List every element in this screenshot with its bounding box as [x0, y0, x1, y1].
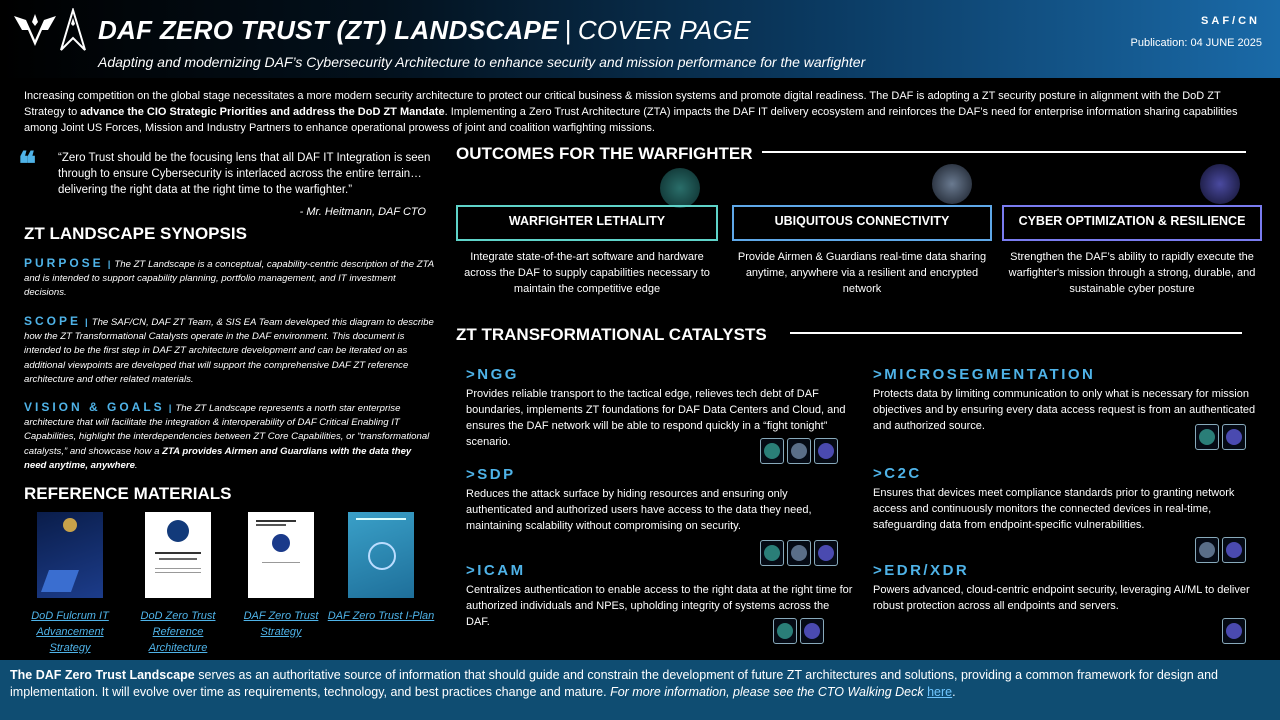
catalysts-heading: ZT TRANSFORMATIONAL CATALYSTS — [456, 325, 767, 344]
reference-item[interactable]: DoD Fulcrum IT Advancement Strategy — [15, 512, 125, 656]
outcome-top-border — [1002, 205, 1262, 207]
jet-badge-icon — [760, 438, 784, 464]
jet-badge-icon — [773, 618, 797, 644]
reference-item[interactable]: DAF Zero Trust Strategy — [226, 512, 336, 640]
document-thumbnail — [37, 512, 103, 598]
references-heading: REFERENCE MATERIALS — [24, 484, 232, 503]
catalyst-desc-sdp: Reduces the attack surface by hiding resources and ensuring only authenticated and authorized users have access to the data they need, maintaining scalability without compromising on security. — [466, 488, 812, 532]
catalyst-title-microsegmentation: >MICROSEGMENTATION — [873, 366, 1096, 383]
shield-badge-icon — [814, 438, 838, 464]
jet-badge-icon — [760, 540, 784, 566]
globe-badge-icon — [787, 540, 811, 566]
catalyst-title-ngg: >NGG — [466, 366, 519, 383]
shield-badge-icon — [814, 540, 838, 566]
reference-item[interactable]: DoD Zero Trust Reference Architecture — [123, 512, 233, 656]
outcome-ubiquitous-connectivity: UBIQUITOUS CONNECTIVITY — [732, 205, 992, 241]
space-force-logo-icon — [60, 8, 86, 52]
catalyst-title-icam: >ICAM — [466, 562, 526, 579]
page-title: DAF ZERO TRUST (ZT) LANDSCAPE | COVER PAGE — [98, 15, 751, 45]
outcome-description: Strengthen the DAF’s ability to rapidly execute the warfighter's mission through a strong, durable, and sustainable cyber posture — [1008, 251, 1256, 295]
shield-lock-icon — [1200, 164, 1240, 204]
catalyst-desc-c2c: Ensures that devices meet compliance standards prior to granting network access and continuously monitors the connected devices in real-time, safeguarding data from endpoint-specific vulnerabilities. — [873, 487, 1235, 531]
catalyst-title-c2c: >C2C — [873, 465, 922, 482]
footer-banner: The DAF Zero Trust Landscape serves as an authoritative source of information that should guide and constrain the development of future ZT architectures and solutions, providing a common framework for design and implementation. It will evolve over time as requirements, technology, and best practices change and mature. For more information, please see the CTO Walking Deck here. — [0, 660, 1280, 720]
cto-quote: “Zero Trust should be the focusing lens that all DAF IT Integration is seen through to ensure Cybersecurity is interlaced across the entire terrain… delivering the right data at the right time to the warfighter.” — [58, 152, 431, 196]
purpose-block: PURPOSE | The ZT Landscape is a conceptual, capability-centric description of the ZTA and is intended to support capability planning, portfolio management, and IT investment decisions. — [24, 256, 434, 299]
publication-date: Publication: 04 JUNE 2025 — [1130, 37, 1262, 49]
air-force-logo-icon — [12, 10, 58, 50]
globe-badge-icon — [787, 438, 811, 464]
catalyst-desc-icam: Centralizes authentication to enable access to the right data at the right time for authorized individuals and NPEs, upholding integrity of systems across the DAF. — [466, 584, 853, 628]
page-subtitle: Adapting and modernizing DAF’s Cybersecurity Architecture to enhance security and mission performance for the warfighter — [98, 54, 866, 70]
catalyst-desc-edr-xdr: Powers advanced, cloud-centric endpoint security, leveraging AI/ML to deliver robust protection across all endpoints and servers. — [873, 584, 1250, 612]
quote-author: - Mr. Heitmann, DAF CTO — [299, 206, 426, 218]
outcome-description: Integrate state-of-the-art software and hardware across the DAF to supply capabilities necessary to maintain the competitive edge — [464, 251, 710, 295]
document-thumbnail — [348, 512, 414, 598]
reference-item[interactable]: DAF Zero Trust I-Plan — [326, 512, 436, 624]
globe-icon — [932, 164, 972, 204]
document-thumbnail — [248, 512, 314, 598]
vision-block: VISION & GOALS | The ZT Landscape represents a north star enterprise architecture that will facilitate the integration & interoperability of DAF Critical Enabling IT Capabilities, highlight the interdependencies between ZT Core Capabilities, or “transformational catalysts,” and showcase how a ZTA provides Airmen and Guardians with the data they need anytime, anywhere. — [24, 400, 430, 471]
outcome-cyber-optimization: CYBER OPTIMIZATION & RESILIENCE — [1002, 205, 1262, 241]
quote-icon: ❝ — [18, 145, 37, 185]
scope-block: SCOPE | The SAF/CN, DAF ZT Team, & SIS EA Team developed this diagram to describe how the ZT Transformational Catalysts operate in the DAF environment. This document is intended to be the first step in DAF ZT architecture development and can be iterated on as additional viewpoints are developed that will support the comprehensive DAF ZT reference architecture and other related materials. — [24, 314, 434, 385]
cto-walking-deck-link[interactable]: here — [927, 685, 953, 699]
outcome-top-border — [456, 205, 718, 207]
shield-badge-icon — [1222, 618, 1246, 644]
divider — [790, 332, 1242, 334]
shield-badge-icon — [800, 618, 824, 644]
outcome-description: Provide Airmen & Guardians real-time data sharing anytime, anywhere via a resilient and encrypted network — [737, 251, 987, 295]
catalyst-title-sdp: >SDP — [466, 466, 516, 483]
intro-paragraph: Increasing competition on the global stage necessitates a more modern security architecture to protect our critical business & mission systems and promote digital readiness. The DAF is adopting a ZT security posture in alignment with the DoD ZT Strategy to advance the CIO Strategic Priorities and address the DoD ZT Mandate. Implementing a Zero Trust Architecture (ZTA) impacts the DAF IT delivery ecosystem and reinforces the DAF’s need for enterprise information sharing capabilities among Joint US Forces, Mission and Industry Partners to enhance operational prowess of joint and coalition warfighting missions. — [24, 90, 1238, 134]
shield-badge-icon — [1222, 537, 1246, 563]
outcome-top-border — [732, 205, 992, 207]
outcome-warfighter-lethality: WARFIGHTER LETHALITY — [456, 205, 718, 241]
jet-icon — [660, 168, 700, 208]
header-banner — [0, 0, 1280, 78]
shield-badge-icon — [1222, 424, 1246, 450]
org-label: SAF/CN — [1201, 15, 1260, 27]
catalyst-title-edr-xdr: >EDR/XDR — [873, 562, 970, 579]
outcomes-heading: OUTCOMES FOR THE WARFIGHTER — [456, 144, 753, 163]
synopsis-heading: ZT LANDSCAPE SYNOPSIS — [24, 224, 247, 243]
catalyst-desc-microsegmentation: Protects data by limiting communication to only what is necessary for mission objectives and by ensuring every data access request is from an authenticated and authorized source. — [873, 388, 1256, 432]
globe-badge-icon — [1195, 537, 1219, 563]
document-thumbnail — [145, 512, 211, 598]
catalyst-desc-ngg: Provides reliable transport to the tactical edge, relieves tech debt of DAF boundaries, implements ZT foundations for DAF Data Centers and Cloud, and ensures the DAF network will be able to respond quickly in a “fight tonight” scenario. — [466, 388, 846, 448]
divider — [762, 151, 1246, 153]
jet-badge-icon — [1195, 424, 1219, 450]
